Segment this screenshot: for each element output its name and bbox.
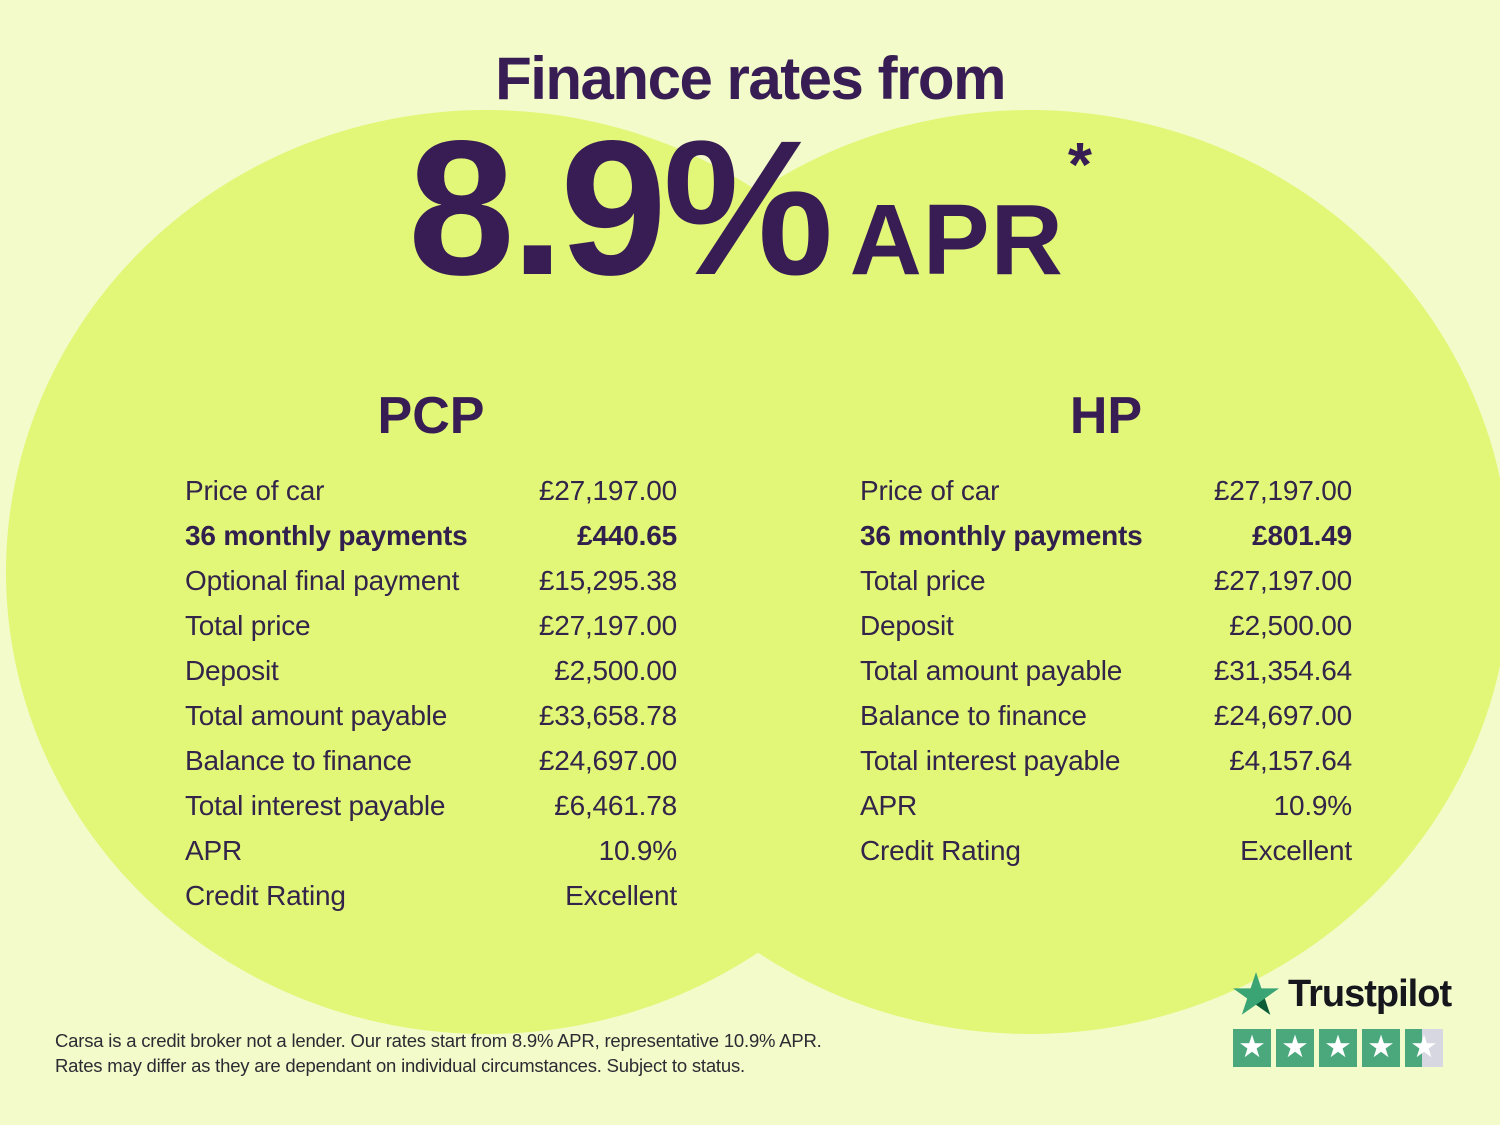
row-label: Optional final payment [185, 564, 460, 596]
row-label: Total amount payable [860, 654, 1123, 686]
table-row [860, 558, 1352, 603]
star-icon: ★ [1410, 1028, 1438, 1065]
trustpilot-logo-row [1233, 972, 1452, 1016]
row-label: Total interest payable [860, 744, 1121, 776]
trustpilot-star-box-1 [1233, 1029, 1271, 1067]
row-label: 36 monthly payments [860, 519, 1143, 551]
disclaimer-line-1: Carsa is a credit broker not a lender. Our rates start from 8.9% APR, representative 10.9% APR. [55, 1030, 822, 1051]
table-row [185, 468, 677, 513]
table-row [860, 693, 1352, 738]
pcp-rows [185, 468, 677, 918]
table-row [860, 513, 1352, 558]
row-value: £6,461.78 [554, 789, 677, 821]
row-value: 10.9% [598, 834, 677, 866]
row-value: £27,197.00 [1213, 474, 1352, 506]
row-value: £440.65 [577, 519, 677, 551]
asterisk-mark: * [1067, 131, 1092, 200]
trustpilot-star-box-3 [1319, 1029, 1357, 1067]
row-label: Balance to finance [860, 699, 1087, 731]
row-label: APR [185, 834, 242, 866]
row-label: 36 monthly payments [185, 519, 468, 551]
table-row [185, 648, 677, 693]
trustpilot-star-icon [1233, 972, 1279, 1016]
hp-rows [860, 468, 1352, 873]
row-value: £2,500.00 [1229, 609, 1352, 641]
row-value: 10.9% [1273, 789, 1352, 821]
row-value: £24,697.00 [1213, 699, 1352, 731]
trustpilot-star-box-5 [1405, 1029, 1443, 1067]
row-value: £27,197.00 [538, 474, 677, 506]
rate-value: 8.9% [408, 100, 830, 315]
star-icon: ★ [1281, 1028, 1309, 1065]
row-value: Excellent [565, 879, 677, 911]
page-title: Finance rates from [495, 45, 1005, 112]
row-value: £2,500.00 [554, 654, 677, 686]
rate-suffix: APR [849, 184, 1064, 296]
table-row [860, 603, 1352, 648]
hp-table [860, 388, 1352, 873]
row-label: Price of car [860, 474, 1000, 506]
row-value: £31,354.64 [1213, 654, 1352, 686]
trustpilot-rating-stars [1233, 1029, 1449, 1067]
table-row [860, 738, 1352, 783]
row-value: £33,658.78 [538, 699, 677, 731]
disclaimer-line-2: Rates may differ as they are dependant on individual circumstances. Subject to status. [55, 1055, 745, 1076]
star-icon: ★ [1367, 1028, 1395, 1065]
table-row [860, 468, 1352, 513]
row-value: £27,197.00 [538, 609, 677, 641]
table-row [185, 513, 677, 558]
row-value: £4,157.64 [1229, 744, 1352, 776]
row-label: Credit Rating [185, 879, 346, 911]
table-row [185, 603, 677, 648]
table-row [185, 828, 677, 873]
pcp-table [185, 388, 677, 918]
table-row [860, 648, 1352, 693]
table-row [185, 693, 677, 738]
row-value: £27,197.00 [1213, 564, 1352, 596]
hp-heading: HP [1069, 387, 1143, 445]
row-label: Total amount payable [185, 699, 448, 731]
row-value: £24,697.00 [538, 744, 677, 776]
headline-rate [0, 100, 1500, 315]
row-label: Price of car [185, 474, 325, 506]
row-label: Deposit [860, 609, 954, 641]
row-label: Total price [185, 609, 311, 641]
row-value: £801.49 [1252, 519, 1352, 551]
star-icon: ★ [1324, 1028, 1352, 1065]
row-label: Total interest payable [185, 789, 446, 821]
row-label: Total price [860, 564, 986, 596]
row-value: Excellent [1240, 834, 1352, 866]
row-label: Deposit [185, 654, 279, 686]
trustpilot-wordmark: Trustpilot [1288, 972, 1452, 1015]
row-label: Credit Rating [860, 834, 1021, 866]
trustpilot-star-box-2 [1276, 1029, 1314, 1067]
star-icon: ★ [1238, 1028, 1266, 1065]
trustpilot-block [1233, 972, 1452, 1067]
table-row [860, 828, 1352, 873]
legal-disclaimer [55, 1028, 875, 1078]
row-value: £15,295.38 [538, 564, 677, 596]
row-label: Balance to finance [185, 744, 412, 776]
pcp-heading: PCP [377, 387, 485, 445]
row-label: APR [860, 789, 917, 821]
table-row [185, 558, 677, 603]
trustpilot-star-box-4 [1362, 1029, 1400, 1067]
table-row [185, 783, 677, 828]
table-row [185, 738, 677, 783]
table-row [185, 873, 677, 918]
table-row [860, 783, 1352, 828]
